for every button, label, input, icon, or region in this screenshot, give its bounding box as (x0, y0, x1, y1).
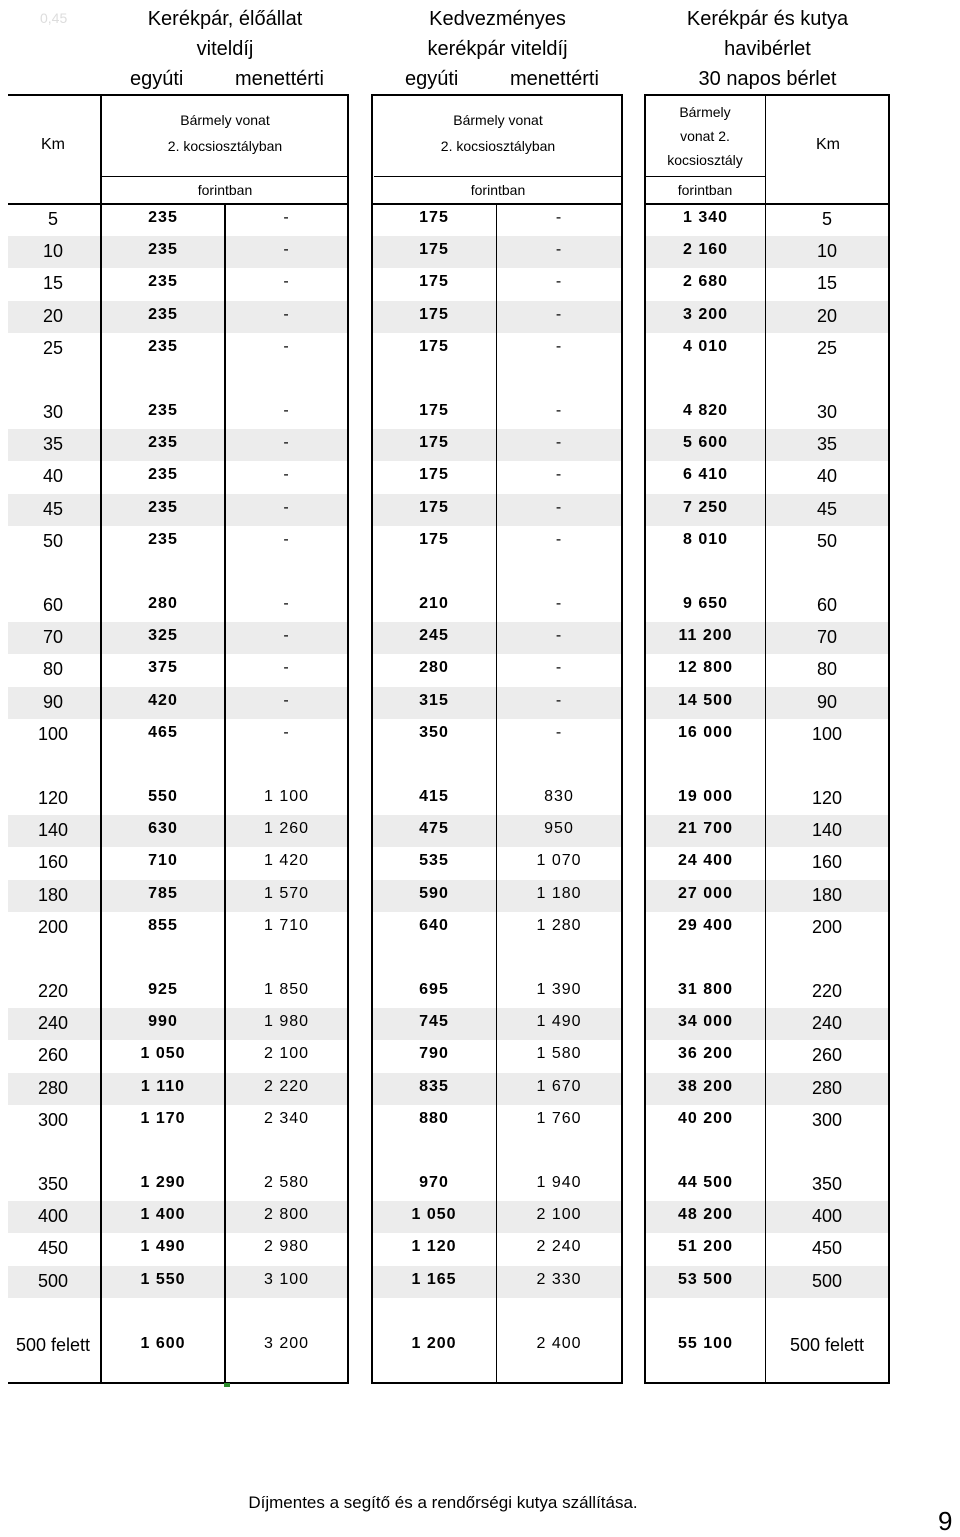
price-cell: 235 (148, 241, 178, 259)
price-cell: 790 (419, 1045, 449, 1063)
price-cell: - (283, 659, 290, 677)
price-cell: - (555, 209, 563, 226)
bottom-rule-left (8, 1382, 348, 1384)
price-cell: 175 (419, 402, 449, 419)
price-cell: 1 570 (263, 884, 310, 902)
price-cell: 2 340 (263, 1109, 310, 1127)
price-cell: 8 010 (682, 530, 729, 548)
km-cell: 400 (811, 1206, 843, 1227)
unit-rule-left (102, 176, 348, 177)
price-cell: 2 220 (263, 1077, 310, 1095)
price-cell: 2 980 (263, 1238, 310, 1256)
price-cell: - (555, 659, 563, 677)
price-cell: 1 340 (682, 209, 729, 226)
price-cell: - (555, 498, 563, 516)
price-cell: 44 500 (678, 1174, 733, 1191)
price-cell: 1 420 (263, 852, 310, 870)
price-cell: 925 (148, 981, 178, 998)
price-cell: 175 (419, 209, 449, 226)
price-cell: 235 (148, 337, 178, 355)
price-cell: - (283, 337, 290, 355)
price-cell: - (283, 466, 290, 484)
price-cell: 640 (419, 916, 449, 934)
km-cell: 40 (816, 466, 838, 487)
price-cell: - (283, 434, 290, 452)
mid-unit: forintban (470, 182, 526, 198)
price-cell: 40 200 (678, 1109, 733, 1127)
price-cell: 235 (148, 305, 178, 323)
price-cell: 710 (148, 852, 178, 870)
km-cell: 70 (816, 627, 838, 648)
price-cell: 11 200 (678, 627, 733, 645)
price-cell: - (283, 627, 290, 645)
price-cell: - (555, 337, 563, 355)
price-cell: 1 600 (140, 1335, 186, 1352)
km-cell: 80 (42, 659, 64, 680)
km-cell: 220 (37, 981, 69, 1001)
price-cell: 1 980 (263, 1013, 310, 1031)
price-cell: 2 580 (263, 1174, 310, 1191)
price-cell: - (555, 723, 563, 741)
price-cell: 2 680 (682, 273, 729, 291)
price-cell: 175 (419, 273, 449, 291)
mid-header-return: menettérti (510, 68, 599, 90)
km-cell: 35 (42, 434, 64, 455)
price-cell: 3 200 (263, 1335, 310, 1352)
km-cell: 5 (47, 209, 58, 229)
price-cell: - (283, 305, 290, 323)
km-cell: 90 (42, 691, 64, 712)
km-cell: 260 (811, 1045, 843, 1066)
unit-rule-right (646, 176, 766, 177)
price-cell: 695 (419, 981, 449, 998)
price-cell: - (555, 595, 563, 612)
price-cell: 1 260 (263, 820, 310, 838)
price-cell: - (283, 691, 290, 709)
right-header-line2: havibérlet (724, 38, 811, 60)
km-cell: 400 (37, 1206, 69, 1227)
km-cell: 240 (811, 1013, 843, 1034)
price-cell: 325 (148, 627, 178, 645)
corner-text: 0,45 (40, 10, 68, 26)
km-cell: 35 (816, 434, 838, 455)
km-cell: 280 (37, 1077, 69, 1098)
km-cell: 120 (37, 788, 69, 808)
price-cell: 175 (419, 466, 449, 484)
price-cell: 48 200 (678, 1206, 733, 1224)
col-rule-mid-outer (371, 94, 373, 1384)
price-cell: - (283, 273, 290, 291)
price-cell: 465 (148, 723, 178, 741)
price-cell: 1 490 (536, 1013, 582, 1031)
km-cell: 25 (816, 337, 838, 358)
price-cell: 235 (148, 466, 178, 484)
green-marker (224, 1383, 230, 1387)
header-bottom-mid (372, 203, 622, 205)
km-header-right: Km (816, 136, 840, 153)
price-cell: - (555, 627, 563, 645)
price-cell: 1 120 (411, 1238, 457, 1256)
col-rule-right-inner (765, 94, 766, 1384)
top-rule-mid (372, 94, 622, 96)
price-cell: 2 100 (536, 1206, 582, 1224)
price-cell: 1 100 (263, 788, 310, 805)
km-cell: 300 (37, 1109, 69, 1130)
km-cell: 140 (37, 820, 69, 841)
km-cell: 20 (816, 305, 838, 326)
price-cell: 235 (148, 530, 178, 548)
km-cell: 10 (42, 241, 64, 262)
price-cell: - (283, 595, 290, 612)
km-cell: 300 (811, 1109, 843, 1130)
price-cell: 5 600 (682, 434, 729, 452)
price-cell: - (555, 273, 563, 291)
price-cell: 4 820 (682, 402, 729, 419)
price-cell: 235 (148, 498, 178, 516)
km-cell: 180 (811, 884, 843, 905)
price-cell: 4 010 (682, 337, 729, 355)
price-cell: 535 (419, 852, 449, 870)
price-cell: 14 500 (678, 691, 733, 709)
price-cell: 420 (148, 691, 178, 709)
price-cell: 2 330 (536, 1270, 582, 1288)
price-cell: 2 100 (263, 1045, 310, 1063)
col-rule-mid-inner (496, 203, 497, 1384)
km-cell: 500 felett (789, 1335, 865, 1355)
price-cell: 235 (148, 402, 178, 419)
price-cell: 315 (419, 691, 449, 709)
km-cell: 30 (816, 402, 838, 422)
price-cell: 415 (419, 788, 449, 805)
price-cell: - (283, 402, 290, 419)
price-cell: 235 (148, 434, 178, 452)
top-rule-left (8, 94, 348, 96)
price-cell: - (283, 241, 290, 259)
price-cell: 27 000 (678, 884, 733, 902)
right-train-line3: kocsiosztály (667, 152, 743, 168)
unit-rule-mid (374, 176, 622, 177)
footer-note: Díjmentes a segítő és a rendőrségi kutya szállítása. (248, 1493, 638, 1512)
price-cell: - (555, 241, 563, 259)
price-cell: 51 200 (678, 1238, 733, 1256)
price-cell: 53 500 (678, 1270, 733, 1288)
km-header-left: Km (41, 136, 65, 153)
mid-header-oneway: egyúti (405, 68, 459, 90)
price-cell: 2 800 (263, 1206, 310, 1224)
price-cell: - (555, 434, 563, 452)
km-cell: 180 (37, 884, 69, 905)
km-cell: 200 (811, 916, 843, 937)
price-cell: 280 (148, 595, 178, 612)
price-cell: - (283, 723, 290, 741)
price-cell: 1 550 (140, 1270, 186, 1288)
col-rule-mid-right (621, 94, 623, 1384)
price-cell: 235 (148, 209, 178, 226)
price-cell: - (555, 691, 563, 709)
price-cell: 55 100 (678, 1335, 733, 1352)
price-cell: 3 200 (682, 305, 729, 323)
price-cell: 550 (148, 788, 178, 805)
km-cell: 10 (816, 241, 838, 262)
price-cell: 210 (419, 595, 449, 612)
bottom-rule-right (644, 1382, 890, 1384)
price-cell: 1 050 (140, 1045, 186, 1063)
price-cell: - (555, 305, 563, 323)
price-cell: 830 (544, 788, 574, 805)
price-cell: 855 (148, 916, 178, 934)
price-cell: 590 (419, 884, 449, 902)
mid-train-line1: Bármely vonat (453, 112, 543, 128)
price-cell: 1 070 (536, 852, 582, 870)
price-cell: 6 410 (682, 466, 729, 484)
col-rule-right-end (888, 94, 890, 1384)
km-cell: 240 (37, 1013, 69, 1034)
mid-header-line2: kerékpár viteldíj (427, 38, 568, 60)
price-cell: - (555, 530, 563, 548)
km-cell: 450 (811, 1238, 843, 1259)
col-rule-left-outer (347, 94, 349, 1384)
header-bottom-right (644, 203, 890, 205)
price-cell: 1 710 (263, 916, 310, 934)
left-header-oneway: egyúti (130, 68, 184, 90)
km-cell: 220 (811, 981, 843, 1001)
km-cell: 450 (37, 1238, 69, 1259)
price-cell: 12 800 (678, 659, 733, 677)
price-cell: - (555, 402, 563, 419)
price-cell: 29 400 (678, 916, 733, 934)
price-cell: 1 580 (536, 1045, 582, 1063)
price-cell: 280 (419, 659, 449, 677)
price-cell: 950 (544, 820, 574, 838)
km-cell: 260 (37, 1045, 69, 1066)
price-cell: 2 240 (536, 1238, 582, 1256)
price-cell: 2 400 (536, 1335, 582, 1352)
bottom-rule-mid (372, 1382, 622, 1384)
km-cell: 45 (816, 498, 838, 519)
price-cell: 24 400 (678, 852, 733, 870)
km-cell: 30 (42, 402, 64, 422)
price-cell: 2 160 (682, 241, 729, 259)
price-cell: 1 390 (536, 981, 582, 998)
km-cell: 500 (37, 1270, 69, 1291)
price-cell: 19 000 (678, 788, 733, 805)
price-cell: 785 (148, 884, 178, 902)
left-unit: forintban (197, 182, 253, 198)
price-cell: - (555, 466, 563, 484)
price-cell: 990 (148, 1013, 178, 1031)
km-cell: 60 (42, 595, 64, 615)
km-cell: 40 (42, 466, 64, 487)
price-cell: 1 400 (140, 1206, 186, 1224)
price-cell: 31 800 (678, 981, 733, 998)
km-cell: 100 (811, 723, 843, 744)
mid-train-line2: 2. kocsiosztályban (440, 138, 556, 154)
right-header-line1: Kerékpár és kutya (686, 8, 849, 30)
km-cell: 200 (37, 916, 69, 937)
price-cell: 1 940 (536, 1174, 582, 1191)
price-cell: 36 200 (678, 1045, 733, 1063)
km-cell: 70 (42, 627, 64, 648)
price-cell: 245 (419, 627, 449, 645)
km-cell: 80 (816, 659, 838, 680)
right-header-line3: 30 napos bérlet (698, 68, 837, 90)
col-rule-right-outer (644, 94, 646, 1384)
price-cell: 1 200 (411, 1335, 457, 1352)
price-cell: 1 760 (536, 1109, 582, 1127)
km-cell: 100 (37, 723, 69, 744)
page-number: 9 (938, 1506, 953, 1536)
price-cell: 745 (419, 1013, 449, 1031)
left-header-return: menettérti (235, 68, 324, 90)
price-cell: 175 (419, 337, 449, 355)
km-cell: 20 (42, 305, 64, 326)
price-cell: 21 700 (678, 820, 733, 838)
km-cell: 50 (816, 530, 838, 551)
price-cell: 175 (419, 305, 449, 323)
price-cell: 1 050 (411, 1206, 457, 1224)
km-cell: 25 (42, 337, 64, 358)
price-cell: 1 290 (140, 1174, 186, 1191)
price-cell: 7 250 (682, 498, 729, 516)
price-cell: 1 670 (536, 1077, 582, 1095)
km-cell: 120 (811, 788, 843, 808)
price-cell: 880 (419, 1109, 449, 1127)
price-cell: 1 490 (140, 1238, 186, 1256)
right-unit: forintban (677, 182, 733, 198)
price-cell: 16 000 (678, 723, 733, 741)
km-cell: 15 (42, 273, 64, 294)
left-train-line1: Bármely vonat (180, 112, 270, 128)
km-cell: 50 (42, 530, 64, 551)
left-header-line1: Kerékpár, élőállat (147, 8, 303, 30)
price-cell: 38 200 (678, 1077, 733, 1095)
price-cell: 34 000 (678, 1013, 733, 1031)
price-cell: 3 100 (263, 1270, 310, 1288)
top-rule-right (644, 94, 890, 96)
price-cell: 970 (419, 1174, 449, 1191)
price-cell: 350 (419, 723, 449, 741)
price-cell: 1 850 (263, 981, 310, 998)
price-cell: - (283, 209, 290, 226)
price-cell: 1 180 (536, 884, 582, 902)
mid-header-line1: Kedvezményes (429, 8, 566, 30)
price-cell: 630 (148, 820, 178, 838)
km-cell: 45 (42, 498, 64, 519)
km-cell: 90 (816, 691, 838, 712)
km-cell: 60 (816, 595, 838, 615)
km-cell: 5 (821, 209, 832, 229)
km-cell: 500 felett (15, 1335, 91, 1355)
header-bottom-left (8, 203, 348, 205)
km-cell: 350 (37, 1174, 69, 1194)
col-rule-km (100, 94, 102, 1384)
price-cell: 1 165 (411, 1270, 457, 1288)
left-header-line2: viteldíj (196, 38, 254, 60)
price-cell: 1 110 (140, 1077, 186, 1095)
price-cell: 175 (419, 241, 449, 259)
price-cell: 375 (148, 659, 178, 677)
km-cell: 15 (816, 273, 838, 294)
km-cell: 140 (811, 820, 843, 841)
right-train-line2: vonat 2. (680, 128, 730, 144)
price-cell: 235 (148, 273, 178, 291)
price-cell: 1 170 (140, 1109, 186, 1127)
km-cell: 160 (37, 852, 69, 873)
price-cell: 9 650 (682, 595, 729, 612)
km-cell: 160 (811, 852, 843, 873)
km-cell: 280 (811, 1077, 843, 1098)
price-cell: 475 (419, 820, 449, 838)
km-cell: 500 (811, 1270, 843, 1291)
price-cell: 835 (419, 1077, 449, 1095)
price-cell: 175 (419, 434, 449, 452)
col-rule-left-inner (224, 203, 226, 1386)
right-train-line1: Bármely (679, 104, 731, 120)
km-cell: 350 (811, 1174, 843, 1194)
price-cell: - (283, 530, 290, 548)
price-cell: - (283, 498, 290, 516)
left-train-line2: 2. kocsiosztályban (167, 138, 283, 154)
price-cell: 1 280 (536, 916, 582, 934)
price-cell: 175 (419, 498, 449, 516)
price-cell: 175 (419, 530, 449, 548)
